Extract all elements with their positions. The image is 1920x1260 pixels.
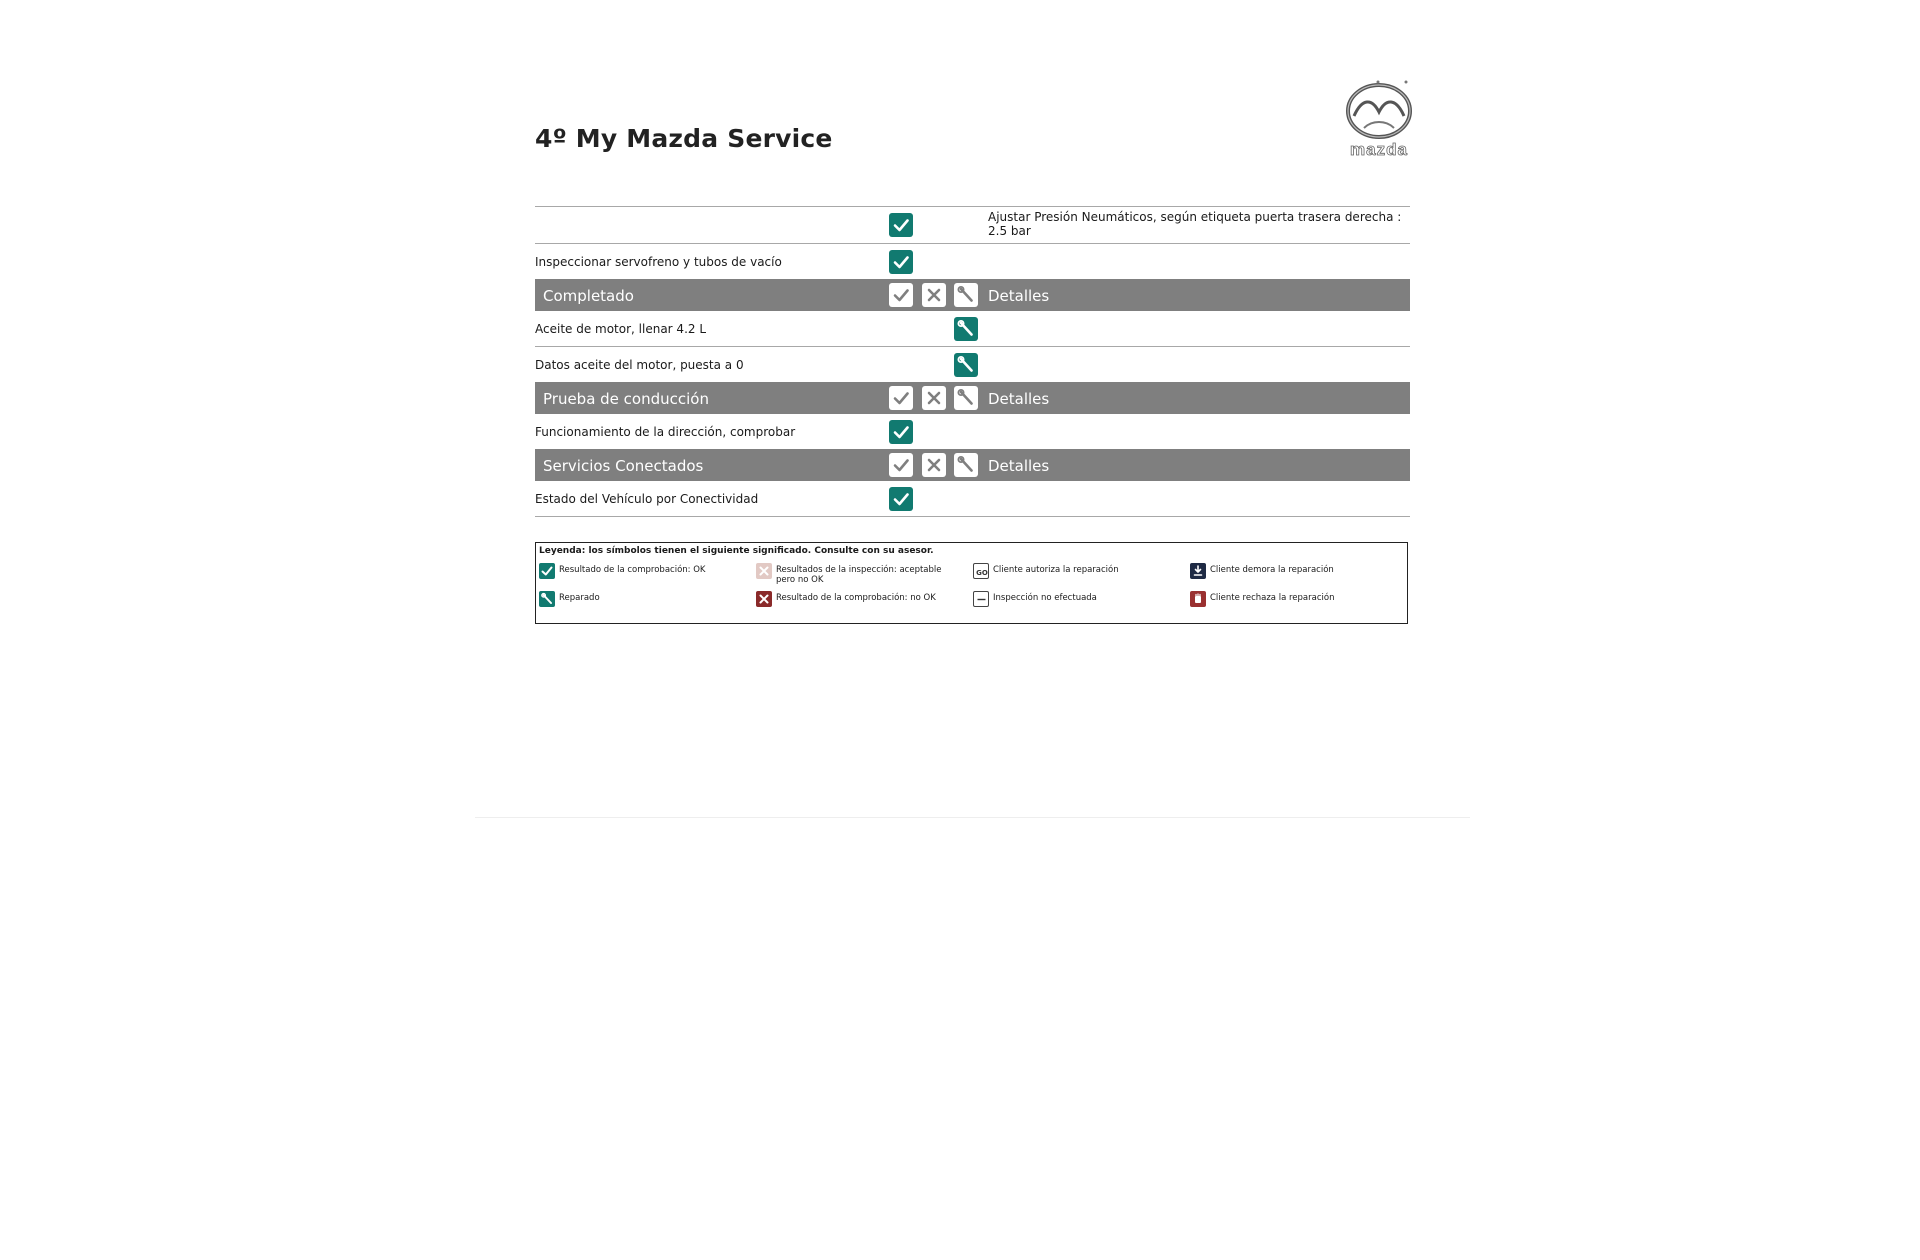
checklist-row-servofreno bbox=[535, 243, 1410, 279]
svg-text:GO: GO bbox=[976, 569, 988, 577]
header-x-icon bbox=[922, 386, 946, 410]
check-ok-icon bbox=[889, 250, 913, 274]
teal-wrench-icon bbox=[539, 591, 555, 607]
header-wrench-icon bbox=[954, 453, 978, 477]
section-title: Prueba de conducción bbox=[543, 390, 709, 408]
legend-text: Reparado bbox=[559, 593, 600, 603]
check-ok-icon bbox=[889, 487, 913, 511]
checklist-row-aceite-reset bbox=[535, 346, 1410, 382]
section-title: Completado bbox=[543, 287, 634, 305]
section-details-label: Detalles bbox=[988, 457, 1050, 475]
header-wrench-icon bbox=[954, 386, 978, 410]
checklist-row-aceite-llenar bbox=[535, 311, 1410, 346]
row-label: Inspeccionar servofreno y tubos de vacío bbox=[535, 254, 782, 269]
legend-text: Cliente autoriza la reparación bbox=[993, 565, 1119, 575]
section-header-servicios bbox=[535, 449, 1410, 481]
legend-item-ok bbox=[539, 563, 749, 579]
header-check-icon bbox=[889, 453, 913, 477]
check-ok-icon bbox=[889, 420, 913, 444]
row-label: Funcionamiento de la dirección, comprobar bbox=[535, 424, 796, 439]
checklist-row-conectividad bbox=[535, 481, 1410, 517]
header-check-icon bbox=[889, 386, 913, 410]
legend-text: Cliente rechaza la reparación bbox=[1210, 593, 1335, 603]
dash-icon bbox=[973, 591, 989, 607]
repaired-wrench-icon bbox=[954, 353, 978, 377]
header-x-icon bbox=[922, 453, 946, 477]
legend-item-authorize bbox=[973, 563, 1183, 579]
checklist-row-direccion bbox=[535, 414, 1410, 449]
row-detail: Ajustar Presión Neumáticos, según etiqueta puerta trasera derecha : 2.5 bar bbox=[988, 210, 1402, 238]
light-x-icon bbox=[756, 563, 772, 579]
legend-text: Inspección no efectuada bbox=[993, 593, 1097, 603]
legend-item-nok bbox=[756, 591, 966, 607]
legend-item-not-done bbox=[973, 591, 1183, 607]
legend-title: Leyenda: los símbolos tienen el siguiente significado. Consulte con su asesor. bbox=[539, 546, 934, 556]
legend-text: Cliente demora la reparación bbox=[1210, 565, 1334, 575]
legend-text: Resultados de la inspección: aceptable pero no OK bbox=[776, 565, 942, 585]
scan-artifact-line bbox=[475, 817, 1470, 818]
legend-text: Resultado de la comprobación: no OK bbox=[776, 593, 936, 603]
legend-box bbox=[535, 542, 1408, 624]
legend-text: Resultado de la comprobación: OK bbox=[559, 565, 706, 575]
legend-item-acceptable bbox=[756, 563, 966, 585]
section-header-completado bbox=[535, 279, 1410, 311]
check-ok-icon bbox=[889, 213, 913, 237]
mazda-wordmark: mazda bbox=[1350, 140, 1408, 159]
row-label: Aceite de motor, llenar 4.2 L bbox=[535, 321, 707, 336]
legend-item-refuse bbox=[1190, 591, 1400, 607]
legend-item-delay bbox=[1190, 563, 1400, 579]
section-details-label: Detalles bbox=[988, 390, 1050, 408]
checklist-table bbox=[535, 206, 1410, 517]
red-x-icon bbox=[756, 591, 772, 607]
delay-icon bbox=[1190, 563, 1206, 579]
header-x-icon bbox=[922, 283, 946, 307]
header-check-icon bbox=[889, 283, 913, 307]
header-wrench-icon bbox=[954, 283, 978, 307]
row-label: Datos aceite del motor, puesta a 0 bbox=[535, 357, 744, 372]
page-title: 4º My Mazda Service bbox=[535, 124, 833, 153]
checklist-row-tire-pressure bbox=[535, 206, 1410, 243]
teal-check-icon bbox=[539, 563, 555, 579]
section-header-prueba bbox=[535, 382, 1410, 414]
row-label: Estado del Vehículo por Conectividad bbox=[535, 491, 759, 506]
legend-item-repaired bbox=[539, 591, 749, 607]
section-title: Servicios Conectados bbox=[543, 457, 704, 475]
repaired-wrench-icon bbox=[954, 317, 978, 341]
section-details-label: Detalles bbox=[988, 287, 1050, 305]
refuse-icon bbox=[1190, 591, 1206, 607]
go-icon bbox=[973, 563, 989, 579]
